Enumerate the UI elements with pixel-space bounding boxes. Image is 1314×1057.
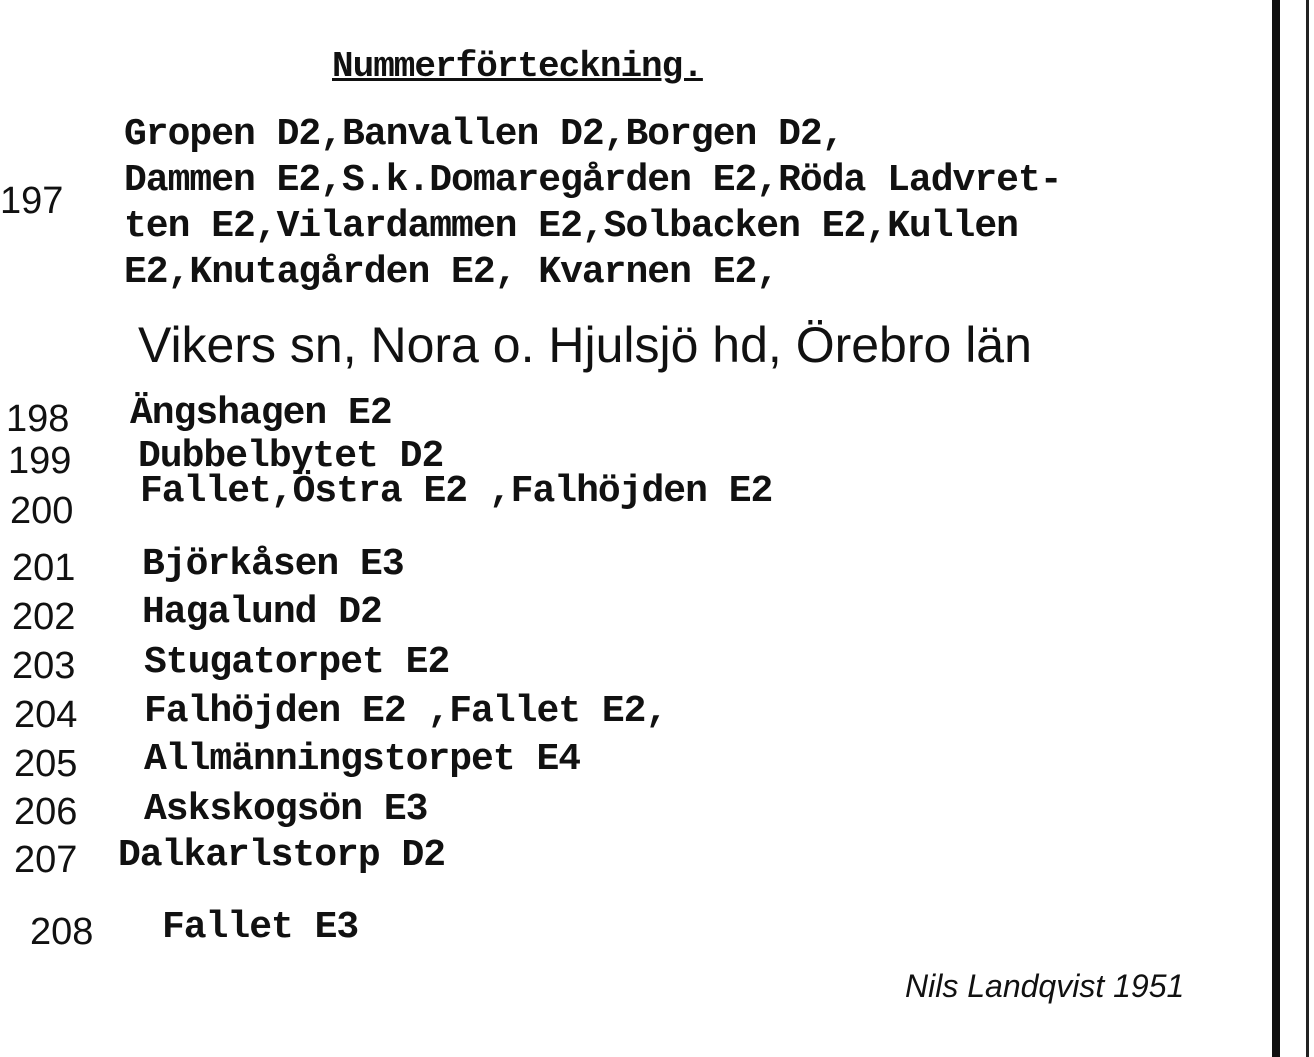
entry-text: Dubbelbytet D2	[138, 435, 444, 478]
author-signature: Nils Landqvist 1951	[905, 968, 1185, 1004]
entry-number: 206	[14, 791, 78, 833]
entry-text: Falhöjden E2 ,Fallet E2,	[144, 690, 668, 733]
entry-text: Stugatorpet E2	[144, 641, 450, 684]
entry-197-line: ten E2,Vilardammen E2,Solbacken E2,Kullen	[124, 205, 1018, 248]
entry-text: Dalkarlstorp D2	[118, 834, 446, 877]
entry-number: 205	[14, 743, 78, 785]
entry-number: 207	[14, 839, 78, 881]
entry-text: Fallet E3	[162, 906, 359, 949]
entry-number: 201	[12, 547, 76, 589]
entry-text: Allmänningstorpet E4	[144, 738, 581, 781]
entry-number: 202	[12, 596, 76, 638]
entry-text: Fallet,Östra E2 ,Falhöjden E2	[140, 470, 773, 513]
entry-197-text	[124, 112, 1264, 296]
scan-edge-line-outer	[1306, 0, 1309, 1057]
entry-number: 198	[6, 398, 70, 440]
entry-number: 208	[30, 911, 94, 953]
entry-number: 203	[12, 645, 76, 687]
entry-197-line: Gropen D2,Banvallen D2,Borgen D2,	[124, 113, 844, 156]
entry-197-line: E2,Knutagården E2, Kvarnen E2,	[124, 251, 779, 294]
scan-edge-line	[1272, 0, 1280, 1057]
entry-number: 200	[10, 490, 74, 532]
entry-number-197: 197	[0, 180, 64, 222]
parish-heading: Vikers sn, Nora o. Hjulsjö hd, Örebro län	[138, 317, 1032, 373]
entry-text: Hagalund D2	[142, 591, 382, 634]
page-title: Nummerförteckning.	[332, 46, 703, 87]
entry-text: Ängshagen E2	[130, 392, 392, 435]
entry-number: 199	[8, 440, 72, 482]
entry-number: 204	[14, 694, 78, 736]
entry-text: Askskogsön E3	[144, 788, 428, 831]
entry-text: Björkåsen E3	[142, 543, 404, 586]
entry-197-line: Dammen E2,S.k.Domaregården E2,Röda Ladvret-	[124, 159, 1062, 202]
